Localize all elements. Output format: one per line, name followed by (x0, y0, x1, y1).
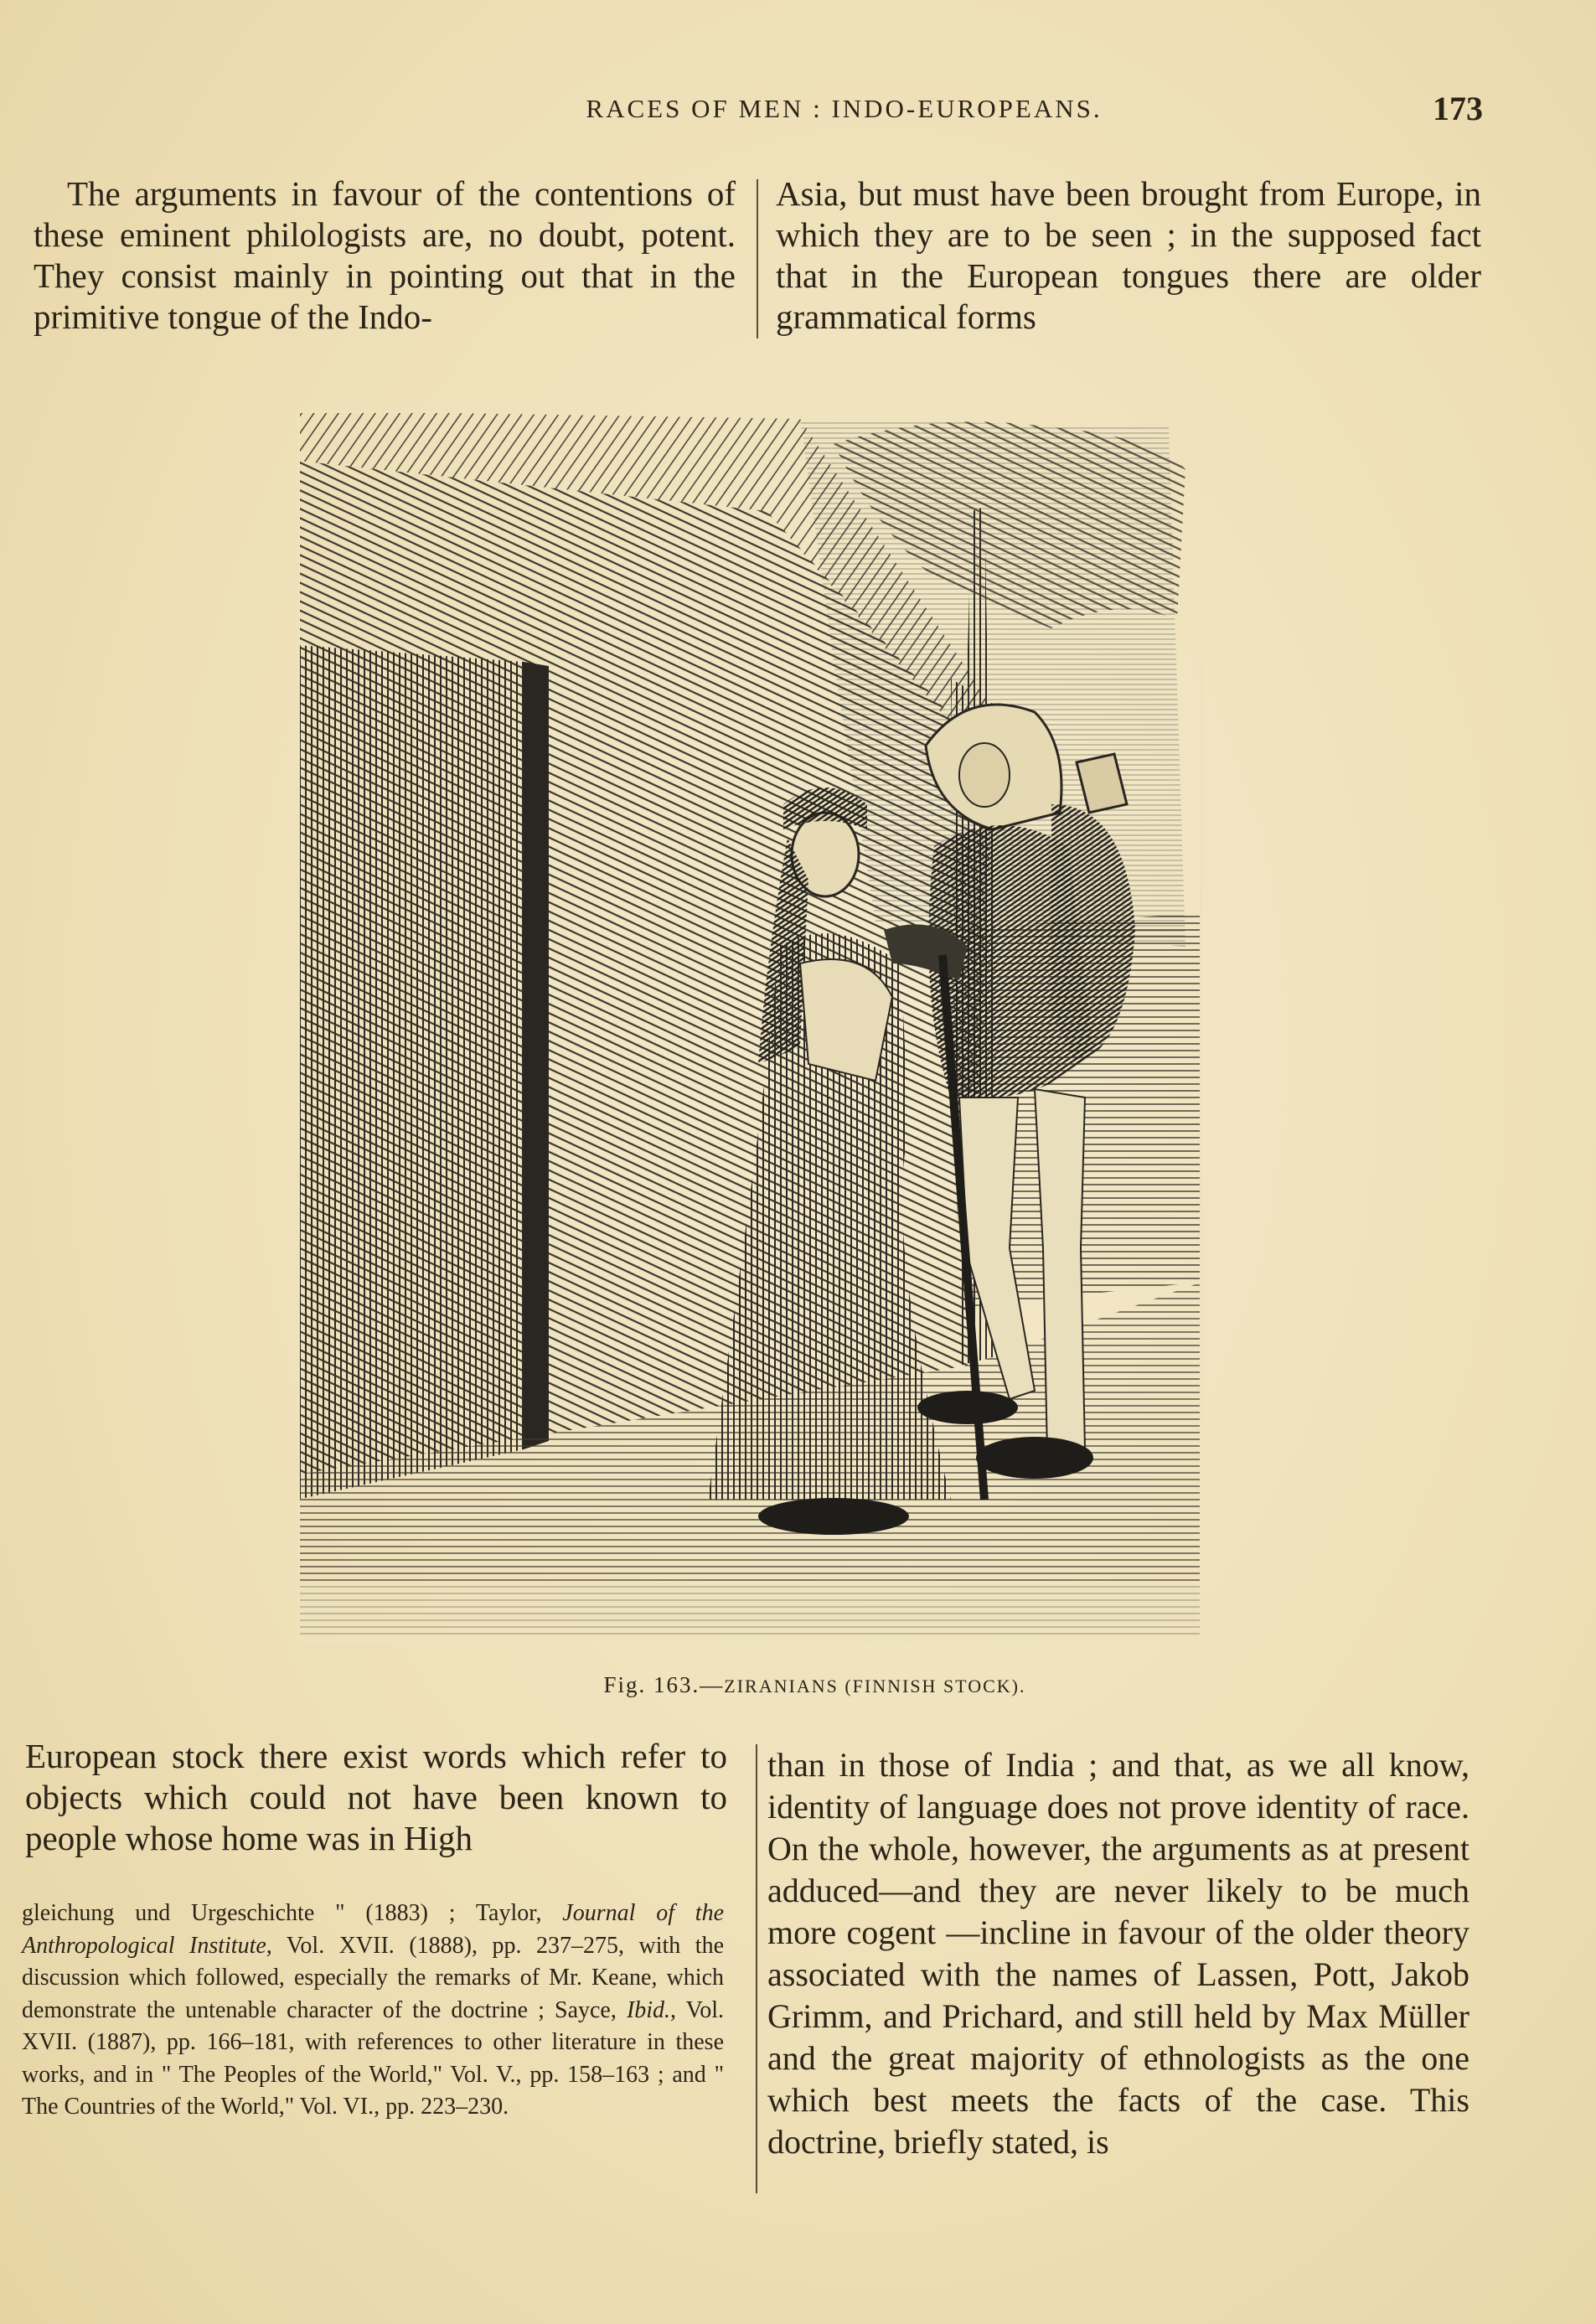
footnote-text: Vol. XVII. (1887), pp. 166–181, with references to other literature in these works, and in " The Peoples of the World," Vol. V., pp. 158–163 ; and " The Countries of the World," Vol. VI., pp. 223–230. (22, 1996, 724, 2120)
engraving-drawing (297, 411, 1202, 1642)
figure-title: ZIRANIANS (FINNISH STOCK). (724, 1676, 1026, 1697)
running-head: RACES OF MEN : INDO-EUROPEANS. (586, 94, 1103, 123)
paragraph: The arguments in favour of the contentions of these eminent philologists are, no doubt, potent. They consist mainly in pointing out that in the primitive tongue of the Indo- (34, 174, 736, 336)
engraving-illustration (297, 411, 1202, 1642)
footnote-journal-title: Journal of the Anthropological Institute, (22, 1900, 724, 1959)
figure-number: Fig. 163.— (603, 1672, 725, 1697)
footnote (22, 1898, 724, 2124)
text-column-left-top (34, 173, 736, 338)
footnote-ibid: Ibid., (626, 1996, 677, 2023)
page-number: 173 (1433, 90, 1483, 127)
paragraph: Asia, but must have been brought from Europe, in which they are to be seen ; in the supposed fact that in the European tongues there are older grammatical forms (776, 174, 1481, 336)
text-column-left-bottom (25, 1736, 727, 1859)
figure-caption (0, 1672, 1596, 1698)
text-column-right-top (776, 173, 1481, 338)
column-divider (757, 179, 758, 338)
paragraph: European stock there exist words which refer to objects which could not have been known to people whose home was in High (25, 1737, 727, 1857)
footnote-text: Vol. XVII. (1888), pp. 237–275, with the discussion which followed, especially the remarks of Mr. Keane, which demonstrate the untenable character of the doctrine ; Sayce, (22, 1932, 725, 2023)
paragraph: than in those of India ; and that, as we all know, identity of language does not prove identity of race. On the whole, however, the arguments as at present adduced—and they are never likely to be much more cogent —incline in favour of the older theory associated with the names of Lassen, Pott, Jakob Grimm, and Prichard, and still held by Max Müller and the great majority of ethnologists as the one which best meets the facts of the case. This doctrine, briefly stated, is (767, 1746, 1469, 2161)
text-column-right-bottom (767, 1744, 1469, 2163)
column-divider (756, 1744, 757, 2193)
footnote-text: gleichung und Urgeschichte " (1883) ; Taylor, (22, 1900, 563, 1926)
